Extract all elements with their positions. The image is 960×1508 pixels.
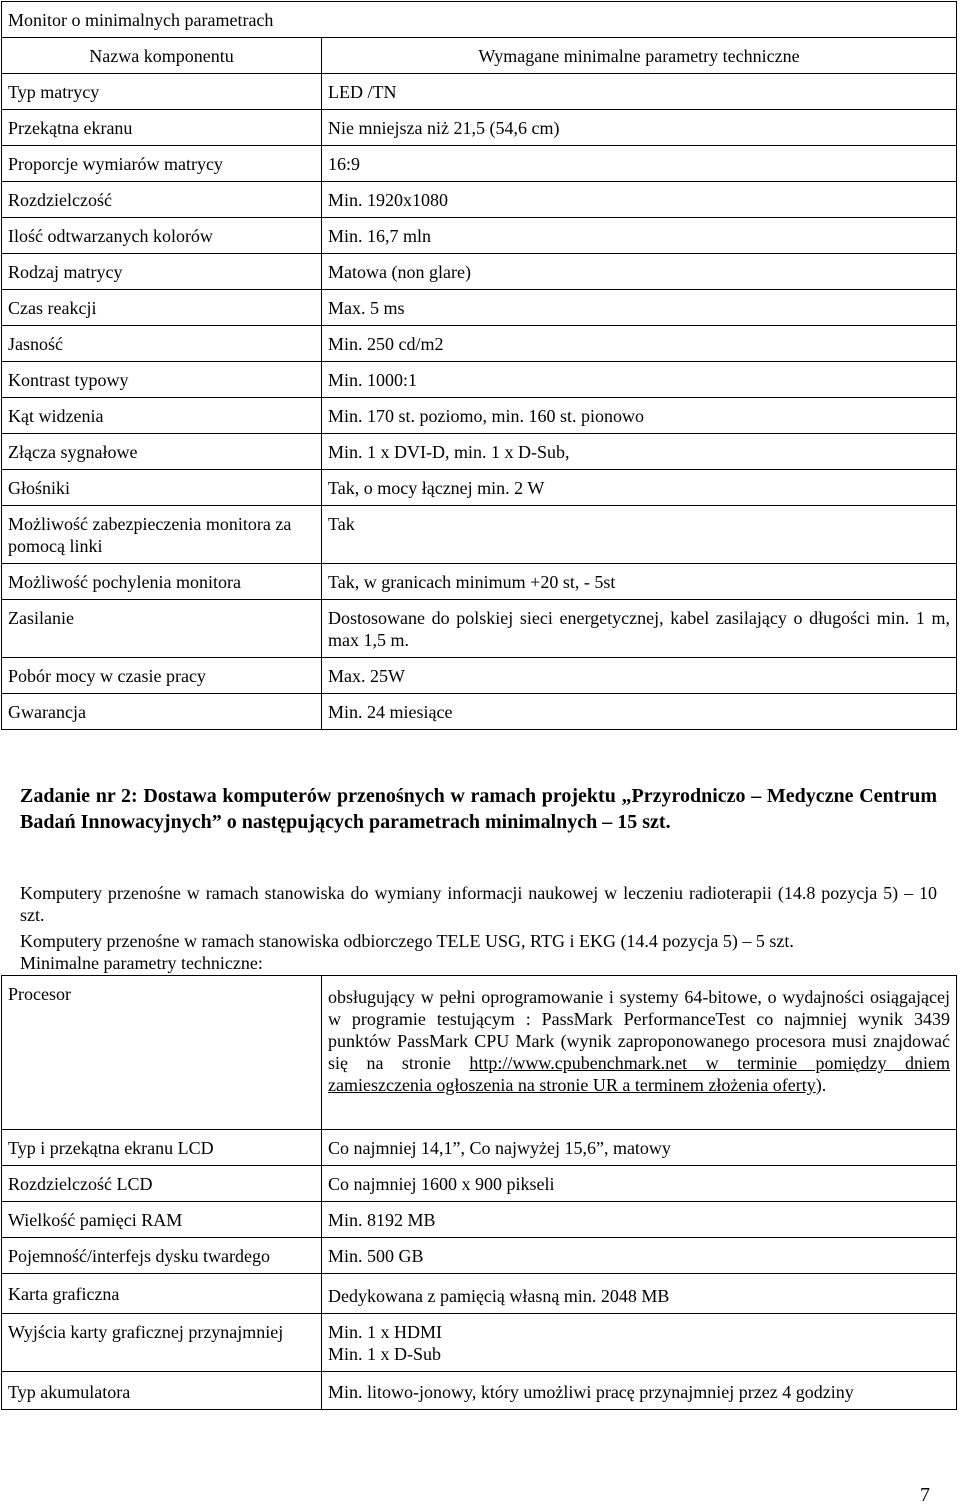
gpu-output-hdmi: Min. 1 x HDMI — [328, 1322, 443, 1342]
laptop-spec-value: Min. 500 GB — [322, 1238, 957, 1274]
laptop-spec-value: Dedykowana z pamięcią własną min. 2048 MB — [322, 1274, 957, 1314]
laptop-spec-name: Wielkość pamięci RAM — [2, 1202, 322, 1238]
battery-label: Typ akumulatora — [2, 1372, 322, 1410]
monitor-spec-row — [2, 694, 957, 730]
laptop-spec-row — [2, 1202, 957, 1238]
header-component-name: Nazwa komponentu — [2, 38, 322, 74]
laptop-spec-row — [2, 1274, 957, 1314]
monitor-spec-value: Min. 16,7 mln — [322, 218, 957, 254]
monitor-spec-name: Głośniki — [2, 470, 322, 506]
monitor-spec-name: Jasność — [2, 326, 322, 362]
processor-text: obsługujący w pełni oprogramowanie i systemy 64-bitowe, o wydajności osiągającej w programie testującym : PassMark PerformanceTest co najmniej wynik 3439 punktów PassMark CPU Mark (wynik zaproponowanego procesora musi znajdować się na stronie — [328, 987, 950, 1073]
monitor-spec-row — [2, 658, 957, 694]
monitor-spec-name: Rodzaj matrycy — [2, 254, 322, 290]
laptop-spec-row — [2, 1130, 957, 1166]
laptop-spec-value: Co najmniej 14,1”, Co najwyżej 15,6”, matowy — [322, 1130, 957, 1166]
task2-para-3: Minimalne parametry techniczne: — [20, 953, 263, 973]
laptop-spec-name: Typ i przekątna ekranu LCD — [2, 1130, 322, 1166]
monitor-spec-value: Min. 1920x1080 — [322, 182, 957, 218]
monitor-spec-name: Ilość odtwarzanych kolorów — [2, 218, 322, 254]
monitor-spec-value: Max. 5 ms — [322, 290, 957, 326]
monitor-spec-value: Tak — [322, 506, 957, 564]
cpubenchmark-link[interactable]: http://www.cpubenchmark.net w terminie pomiędzy dniem zamieszczenia ogłoszenia na stronie UR a terminem złożenia oferty — [328, 1053, 950, 1095]
monitor-spec-value: Min. 1000:1 — [322, 362, 957, 398]
monitor-spec-row — [2, 218, 957, 254]
monitor-spec-name: Możliwość pochylenia monitora — [2, 564, 322, 600]
monitor-spec-name: Rozdzielczość — [2, 182, 322, 218]
monitor-spec-name: Kontrast typowy — [2, 362, 322, 398]
monitor-spec-row — [2, 254, 957, 290]
monitor-spec-name: Zasilanie — [2, 600, 322, 658]
monitor-spec-name: Możliwość zabezpieczenia monitora za pomocą linki — [2, 506, 322, 564]
gpu-output-dsub: Min. 1 x D-Sub — [328, 1344, 442, 1364]
monitor-spec-value: Tak, w granicach minimum +20 st, - 5st — [322, 564, 957, 600]
monitor-spec-value: Matowa (non glare) — [322, 254, 957, 290]
monitor-spec-row — [2, 146, 957, 182]
laptop-spec-value: Min. 8192 MB — [322, 1202, 957, 1238]
processor-value — [322, 976, 957, 1130]
task2-para-2: Komputery przenośne w ramach stanowiska odbiorczego TELE USG, RTG i EKG (14.4 pozycja 5) – 5 szt. — [20, 931, 794, 951]
laptop-spec-row — [2, 1238, 957, 1274]
monitor-spec-row — [2, 470, 957, 506]
monitor-spec-table — [1, 1, 957, 730]
monitor-spec-name: Proporcje wymiarów matrycy — [2, 146, 322, 182]
processor-label: Procesor — [2, 976, 322, 1130]
monitor-spec-value: Tak, o mocy łącznej min. 2 W — [322, 470, 957, 506]
laptop-spec-value: Co najmniej 1600 x 900 pikseli — [322, 1166, 957, 1202]
monitor-spec-value: LED /TN — [322, 74, 957, 110]
laptop-spec-table — [1, 975, 957, 1410]
laptop-spec-name: Rozdzielczość LCD — [2, 1166, 322, 1202]
laptop-spec-name: Karta graficzna — [2, 1274, 322, 1314]
monitor-spec-value: Min. 1 x DVI-D, min. 1 x D-Sub, — [322, 434, 957, 470]
monitor-spec-name: Czas reakcji — [2, 290, 322, 326]
monitor-spec-row — [2, 434, 957, 470]
monitor-spec-name: Gwarancja — [2, 694, 322, 730]
laptop-spec-name: Pojemność/interfejs dysku twardego — [2, 1238, 322, 1274]
monitor-spec-value: 16:9 — [322, 146, 957, 182]
monitor-spec-value: Max. 25W — [322, 658, 957, 694]
monitor-spec-name: Typ matrycy — [2, 74, 322, 110]
monitor-spec-row — [2, 398, 957, 434]
monitor-spec-name: Pobór mocy w czasie pracy — [2, 658, 322, 694]
monitor-spec-name: Złącza sygnałowe — [2, 434, 322, 470]
monitor-spec-row — [2, 362, 957, 398]
monitor-spec-row — [2, 290, 957, 326]
monitor-spec-name: Przekątna ekranu — [2, 110, 322, 146]
header-required-params: Wymagane minimalne parametry techniczne — [322, 38, 957, 74]
monitor-spec-value: Min. 24 miesiące — [322, 694, 957, 730]
monitor-spec-value: Nie mniejsza niż 21,5 (54,6 cm) — [322, 110, 957, 146]
gpu-outputs-value — [322, 1314, 957, 1372]
monitor-spec-name: Kąt widzenia — [2, 398, 322, 434]
monitor-spec-row — [2, 110, 957, 146]
monitor-spec-value: Min. 250 cd/m2 — [322, 326, 957, 362]
monitor-spec-value: Min. 170 st. poziomo, min. 160 st. pionowo — [322, 398, 957, 434]
monitor-spec-row — [2, 506, 957, 564]
laptop-spec-row — [2, 1166, 957, 1202]
monitor-spec-value: Dostosowane do polskiej sieci energetycznej, kabel zasilający o długości min. 1 m, max 1,5 m. — [322, 600, 957, 658]
task2-para-1: Komputery przenośne w ramach stanowiska do wymiany informacji naukowej w leczeniu radioterapii (14.8 pozycja 5) – 10 szt. — [20, 883, 937, 925]
monitor-spec-row — [2, 600, 957, 658]
monitor-spec-row — [2, 182, 957, 218]
monitor-table-title: Monitor o minimalnych parametrach — [2, 2, 957, 38]
processor-text-end: ). — [815, 1075, 827, 1095]
page-number: 7 — [920, 1484, 930, 1506]
monitor-spec-row — [2, 326, 957, 362]
battery-value: Min. litowo-jonowy, który umożliwi pracę przynajmniej przez 4 godziny — [322, 1372, 957, 1410]
monitor-spec-row — [2, 74, 957, 110]
gpu-outputs-label: Wyjścia karty graficznej przynajmniej — [2, 1314, 322, 1372]
monitor-spec-row — [2, 564, 957, 600]
task2-heading: Zadanie nr 2: Dostawa komputerów przenośnych w ramach projektu „Przyrodniczo – Medyczne Centrum Badań Innowacyjnych” o następujących parametrach minimalnych – 15 szt. — [20, 785, 937, 833]
